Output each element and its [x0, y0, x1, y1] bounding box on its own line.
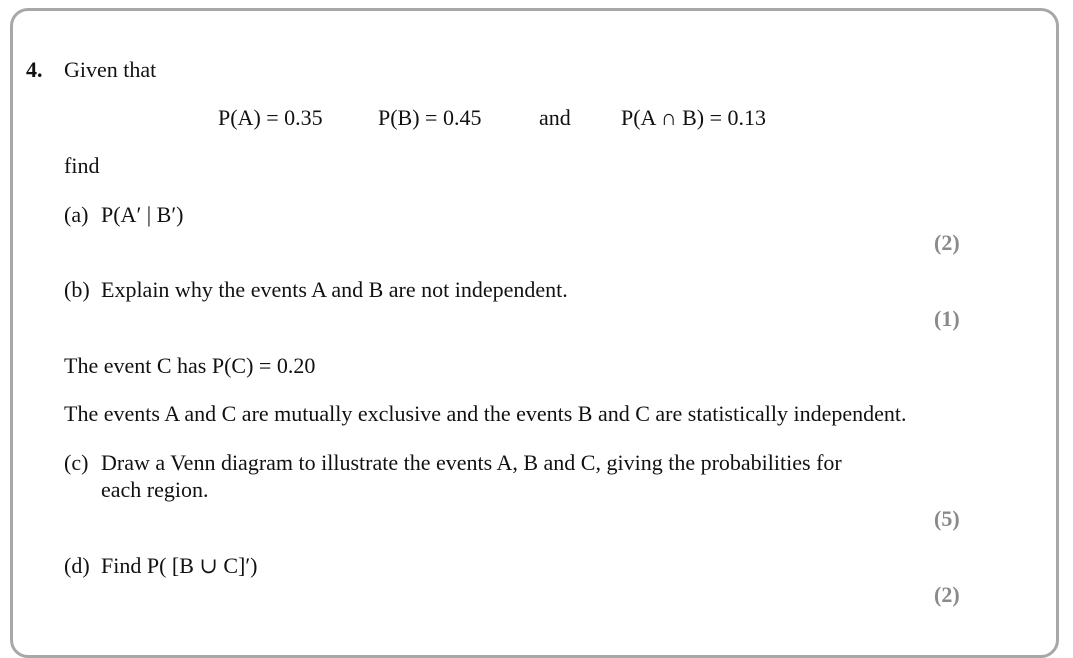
part-d-marks: (2)	[934, 582, 960, 607]
part-c-label: (c)	[64, 450, 89, 475]
part-d	[64, 553, 257, 579]
given-pab: P(A ∩ B) = 0.13	[621, 105, 767, 130]
part-c	[64, 450, 842, 476]
part-c-marks: (5)	[934, 506, 960, 531]
part-d-label: (d)	[64, 553, 90, 578]
given-and: and	[539, 105, 571, 130]
part-a-text: P(A′ | B′)	[101, 202, 184, 227]
given-that-text: Given that	[64, 57, 157, 82]
part-c-text-line1: Draw a Venn diagram to illustrate the events A, B and C, giving the probabilities for	[101, 450, 842, 475]
part-b	[64, 277, 568, 303]
given-pb: P(B) = 0.45	[378, 105, 482, 130]
part-a-marks: (2)	[934, 230, 960, 255]
part-d-text: Find P( [B ∪ C]′)	[101, 553, 258, 578]
event-c-text: The event C has P(C) = 0.20	[64, 353, 316, 378]
find-text: find	[64, 153, 100, 178]
question-number: 4.	[26, 57, 43, 82]
part-b-marks: (1)	[934, 306, 960, 331]
part-c-text-line2: each region.	[101, 477, 209, 502]
statement-text: The events A and C are mutually exclusive and the events B and C are statistically independent.	[64, 401, 907, 426]
part-b-text: Explain why the events A and B are not independent.	[101, 277, 568, 302]
given-pa: P(A) = 0.35	[218, 105, 323, 130]
part-a	[64, 202, 183, 228]
part-c-continuation	[64, 477, 209, 503]
part-a-label: (a)	[64, 202, 89, 227]
part-b-label: (b)	[64, 277, 90, 302]
